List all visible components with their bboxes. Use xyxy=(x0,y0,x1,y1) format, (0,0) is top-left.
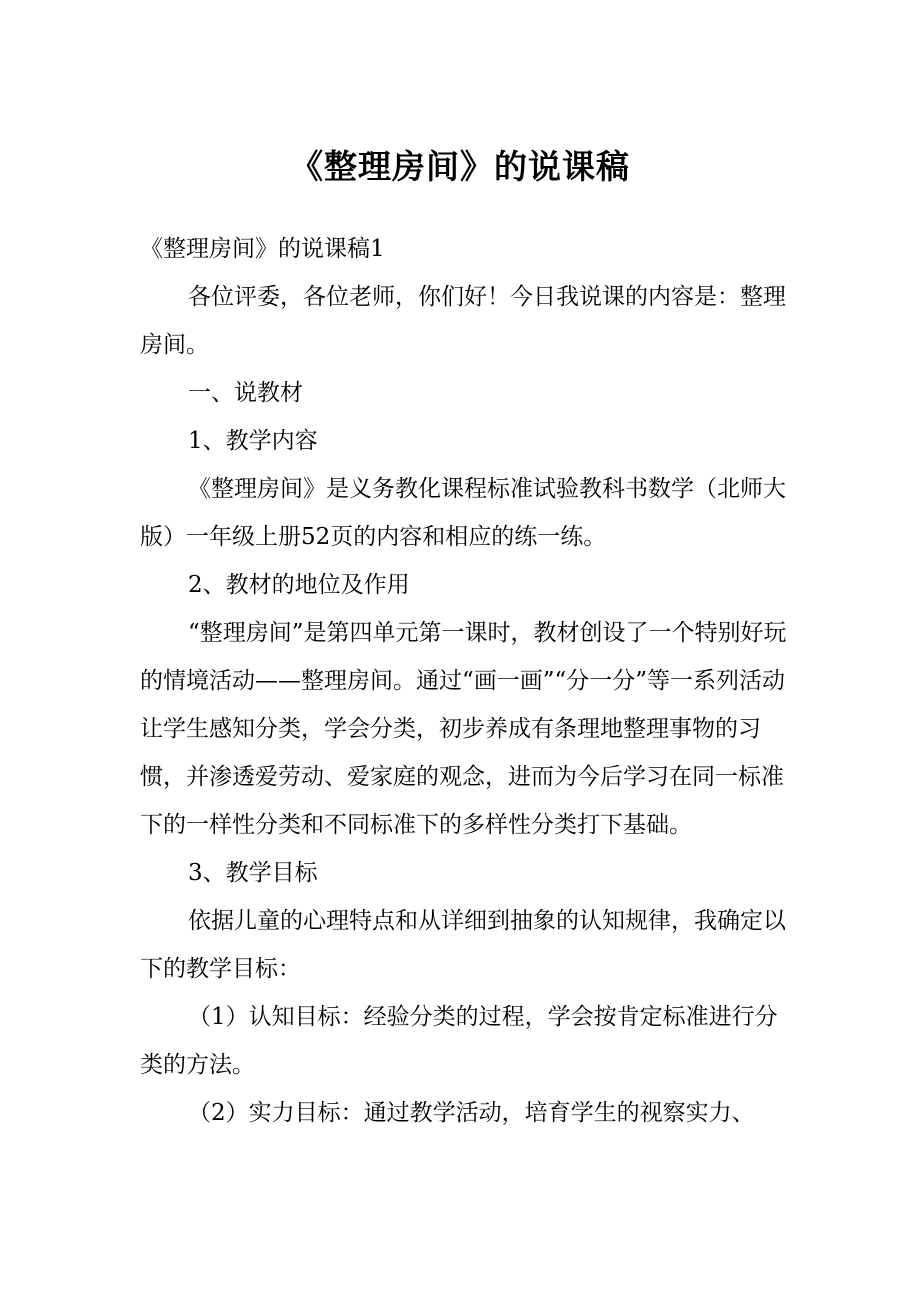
heading-textbook-role: 2、教材的地位及作用 xyxy=(188,572,410,598)
paragraph-cognitive-goal: （1）认知目标：经验分类的过程，学会按肯定标准进行分类的方法。 xyxy=(140,1004,778,1078)
heading-textbook: 一、说教材 xyxy=(188,380,303,406)
document-title: 《整理房间》的说课稿 xyxy=(290,147,630,186)
heading-teaching-content: 1、教学内容 xyxy=(188,428,318,454)
section-heading: 《整理房间》的说课稿1 xyxy=(140,236,385,262)
paragraph-ability-goal: （2）实力目标：通过教学活动，培育学生的视察实力、 xyxy=(188,1100,755,1126)
heading-teaching-goals: 3、教学目标 xyxy=(188,860,318,886)
paragraph-greeting: 各位评委，各位老师，你们好！今日我说课的内容是：整理房间。 xyxy=(140,284,786,358)
document-body xyxy=(140,225,800,1137)
paragraph-textbook-role: “整理房间”是第四单元第一课时，教材创设了一个特别好玩的情境活动——整理房间。通过“画一画”“分一分”等一系列活动让学生感知分类，学会分类，初步养成有条理地整理事物的习惯，并渗透爱劳动、爱家庭的观念，进而为今后学习在同一标准下的一样性分类和不同标准下的多样性分类打下基础。 xyxy=(140,620,787,838)
paragraph-goals-intro: 依据儿童的心理特点和从详细到抽象的认知规律，我确定以下的教学目标： xyxy=(140,908,786,982)
paragraph-teaching-content: 《整理房间》是义务教化课程标准试验教科书数学（北师大版）一年级上册52页的内容和相应的练一练。 xyxy=(140,476,786,550)
